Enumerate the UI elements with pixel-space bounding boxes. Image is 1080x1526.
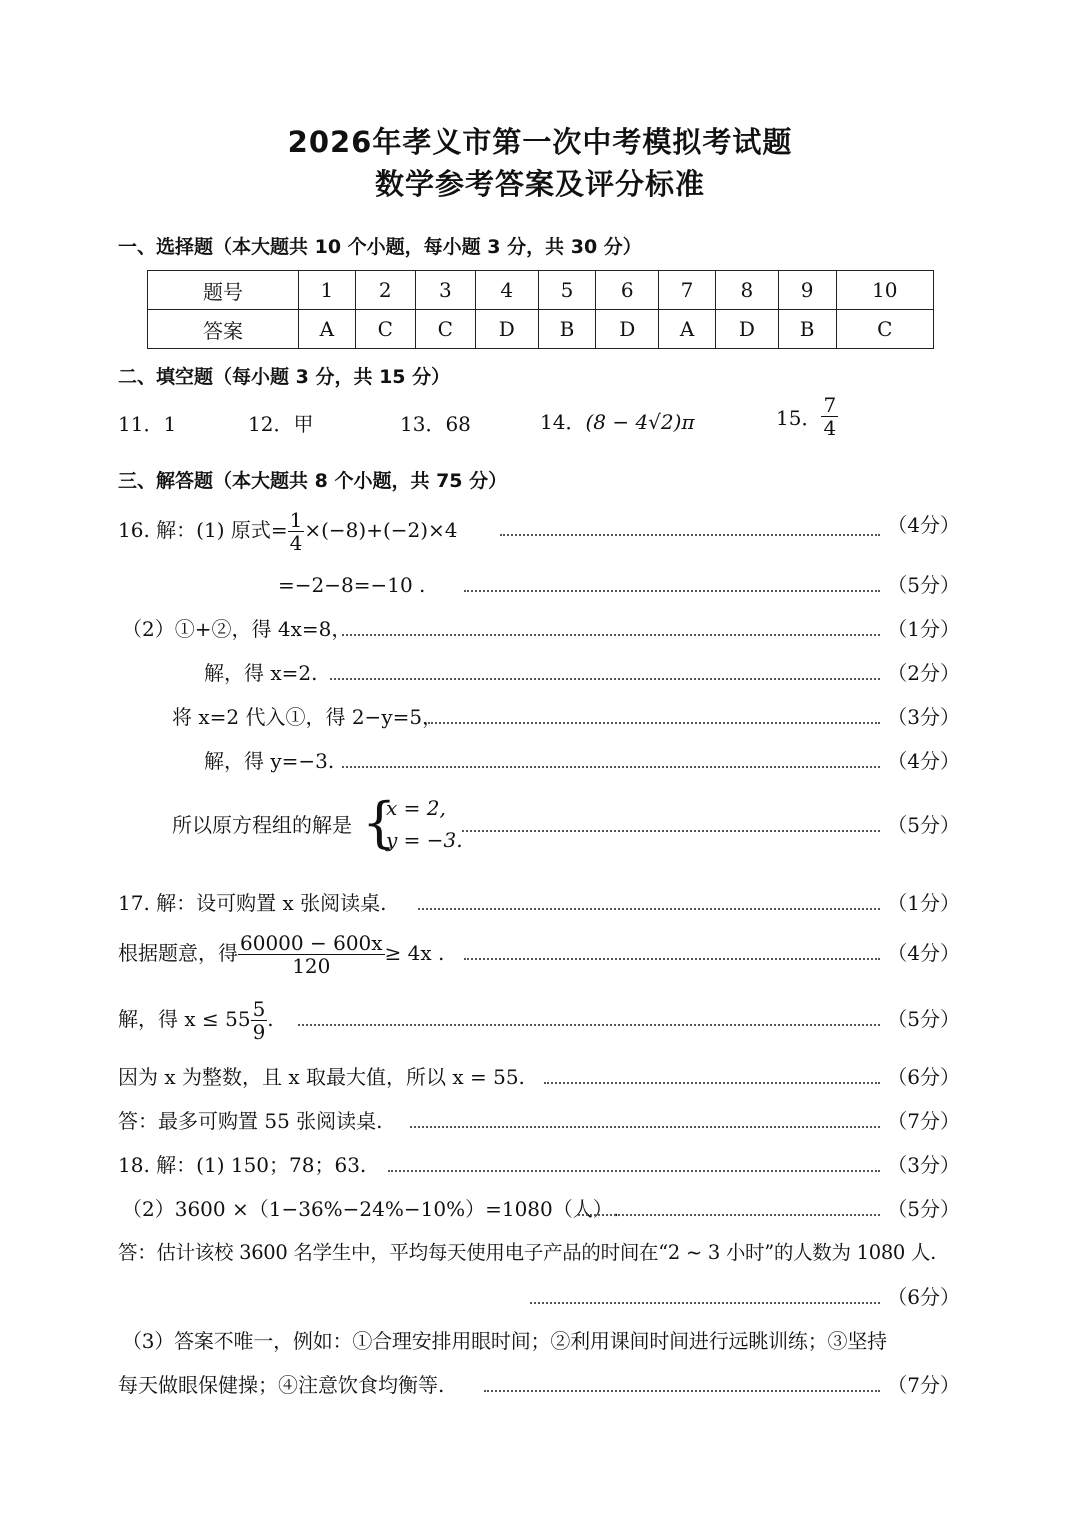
q18-line-3 [118, 1236, 960, 1270]
score: （3分） [887, 705, 960, 729]
fill-item-13 [400, 408, 471, 437]
leader-dots [342, 766, 880, 768]
table-row-numbers [148, 271, 934, 310]
step-text: 答：最多可购置 55 张阅读桌. [118, 1109, 383, 1133]
fill-item-12 [248, 408, 313, 437]
score: （4分） [887, 513, 960, 537]
fraction-numerator: 1 [289, 508, 303, 532]
step-text: （2）3600 ×（1−36%−24%−10%）=1080（人）. [122, 1197, 620, 1221]
score: （1分） [887, 891, 960, 915]
leader-dots [330, 678, 880, 680]
step-text: 18. 解：(1) 150；78；63. [118, 1153, 367, 1177]
q16-line-6 [118, 744, 960, 778]
table-row-answers [148, 310, 934, 349]
q16-line-3 [118, 612, 960, 646]
leader-dots [578, 1214, 880, 1216]
fill-item-number: 11． [118, 412, 164, 436]
score: （4分） [887, 749, 960, 773]
score: （3分） [887, 1153, 960, 1177]
step-text: 将 x=2 代入①，得 2−y=5， [172, 705, 443, 729]
q16-line-1 [118, 508, 960, 555]
step-text [118, 990, 274, 1048]
question-number-cell: 3 [415, 271, 475, 310]
q18-line-5 [118, 1324, 960, 1358]
q16-label: 16. 解：(1) 原式= [118, 518, 288, 542]
answer-cell: C [836, 310, 933, 349]
q18-line-4 [118, 1280, 960, 1314]
step-text: 每天做眼保健操；④注意饮食均衡等. [118, 1373, 445, 1397]
step-text: 解，得 y=−3. [204, 749, 335, 773]
q18-line-6 [118, 1368, 960, 1402]
answer-cell: D [715, 310, 778, 349]
answer-cell: C [355, 310, 415, 349]
score: （7分） [887, 1109, 960, 1133]
q17-line-3 [118, 990, 960, 1048]
fill-item-answer: 68 [445, 412, 471, 436]
step-end: . [267, 1007, 274, 1031]
fraction-denominator: 4 [289, 531, 303, 555]
leader-dots [500, 534, 880, 536]
question-number-cell: 2 [355, 271, 415, 310]
step-text: 17. 解：设可购置 x 张阅读桌. [118, 891, 387, 915]
answer-cell: B [778, 310, 836, 349]
fraction-numerator: 7 [823, 393, 837, 417]
question-number-cell: 1 [298, 271, 355, 310]
fraction [821, 394, 838, 439]
fill-item-answer: 1 [163, 412, 177, 436]
leader-dots [298, 1024, 880, 1026]
fill-item-answer: (8 − 4√2)π [585, 410, 695, 434]
question-number-cell: 4 [475, 271, 538, 310]
fill-item-answer: 甲 [293, 412, 314, 436]
score: （7分） [887, 1373, 960, 1397]
step-text: 答：估计该校 3600 名学生中，平均每天使用电子产品的时间在“2 ~ 3 小时”的人数为 1080 人. [118, 1241, 937, 1264]
score: （4分） [887, 941, 960, 965]
score: （5分） [887, 573, 960, 597]
answer-cell: B [538, 310, 596, 349]
score: （6分） [887, 1285, 960, 1309]
fill-item-14 [540, 406, 695, 435]
question-number-cell: 5 [538, 271, 596, 310]
step-text: （3）答案不唯一，例如：①合理安排用眼时间；②利用课间时间进行远眺训练；③坚持 [122, 1329, 887, 1353]
question-number-cell: 10 [836, 271, 933, 310]
score: （6分） [887, 1065, 960, 1089]
fraction-numerator: 5 [252, 997, 266, 1021]
question-number-cell: 7 [659, 271, 716, 310]
system-brace: { [362, 791, 397, 854]
q16-line-7 [118, 788, 960, 862]
q16-line-4 [118, 656, 960, 690]
leader-dots [462, 830, 880, 832]
inequality-rest: ≥ 4x . [384, 941, 445, 965]
leader-dots [464, 590, 880, 592]
answer-cell: D [596, 310, 659, 349]
section-1-heading: 一、选择题（本大题共 10 个小题，每小题 3 分，共 30 分） [118, 236, 642, 258]
fill-item-number: 13． [400, 412, 446, 436]
step-text: （2）①+②，得 4x=8， [122, 617, 352, 641]
equation-2: y = −3. [386, 828, 463, 852]
leader-dots [342, 634, 880, 636]
leader-dots [388, 1170, 880, 1172]
fill-item-number: 15． [776, 406, 822, 430]
leader-dots [418, 908, 880, 910]
step-text: 所以原方程组的解是 [172, 813, 352, 837]
leader-dots [428, 722, 880, 724]
answer-cell: D [475, 310, 538, 349]
step-text [118, 922, 444, 984]
answer-table [147, 270, 934, 349]
step-text: =−2−8=−10 . [278, 573, 426, 597]
page-title: 2026年孝义市第一次中考模拟考试题 [287, 125, 793, 159]
q16-line-2 [118, 568, 960, 602]
step-label: 根据题意，得 [118, 941, 238, 965]
equation-system [386, 792, 463, 856]
leader-dots [530, 1302, 880, 1304]
fraction-denominator: 9 [252, 1020, 266, 1044]
fill-item-15 [776, 394, 838, 439]
q17-line-4 [118, 1060, 960, 1094]
step-text: 因为 x 为整数，且 x 取最大值，所以 x = 55. [118, 1065, 525, 1089]
equation-1: x = 2, [386, 796, 446, 820]
fill-item-11 [118, 408, 176, 437]
question-number-cell: 9 [778, 271, 836, 310]
leader-dots [410, 1126, 880, 1128]
fill-item-number: 14． [540, 410, 586, 434]
step-text: 解，得 x=2. [204, 661, 318, 685]
score: （5分） [887, 1197, 960, 1221]
fraction-numerator: 60000 − 600x [240, 931, 383, 955]
leader-dots [484, 1390, 880, 1392]
fraction [288, 509, 305, 554]
answer-cell: A [659, 310, 716, 349]
question-number-cell: 8 [715, 271, 778, 310]
fraction-denominator: 120 [292, 954, 331, 978]
score: （1分） [887, 617, 960, 641]
fraction-denominator: 4 [823, 416, 837, 440]
fill-item-number: 12． [248, 412, 294, 436]
fraction [238, 932, 385, 977]
q17-line-1 [118, 886, 960, 920]
question-number-cell: 6 [596, 271, 659, 310]
q16-expression [118, 508, 458, 554]
answer-cell: A [298, 310, 355, 349]
row-label-number: 题号 [148, 271, 299, 310]
score: （2分） [887, 661, 960, 685]
page-subtitle: 数学参考答案及评分标准 [374, 167, 705, 201]
section-2-heading: 二、填空题（每小题 3 分，共 15 分） [118, 366, 451, 388]
answer-cell: C [415, 310, 475, 349]
leader-dots [464, 958, 880, 960]
score: （5分） [887, 1007, 960, 1031]
q16-expression-rest: ×(−8)+(−2)×4 [304, 518, 458, 542]
step-label: 解，得 x ≤ 55 [118, 1007, 251, 1031]
fraction [251, 998, 268, 1043]
row-label-answer: 答案 [148, 310, 299, 349]
q18-line-2 [118, 1192, 960, 1226]
q17-line-2 [118, 922, 960, 984]
leader-dots [544, 1082, 880, 1084]
q18-line-1 [118, 1148, 960, 1182]
score: （5分） [887, 813, 960, 837]
q16-line-5 [118, 700, 960, 734]
q17-line-5 [118, 1104, 960, 1138]
section-3-heading: 三、解答题（本大题共 8 个小题，共 75 分） [118, 470, 508, 492]
